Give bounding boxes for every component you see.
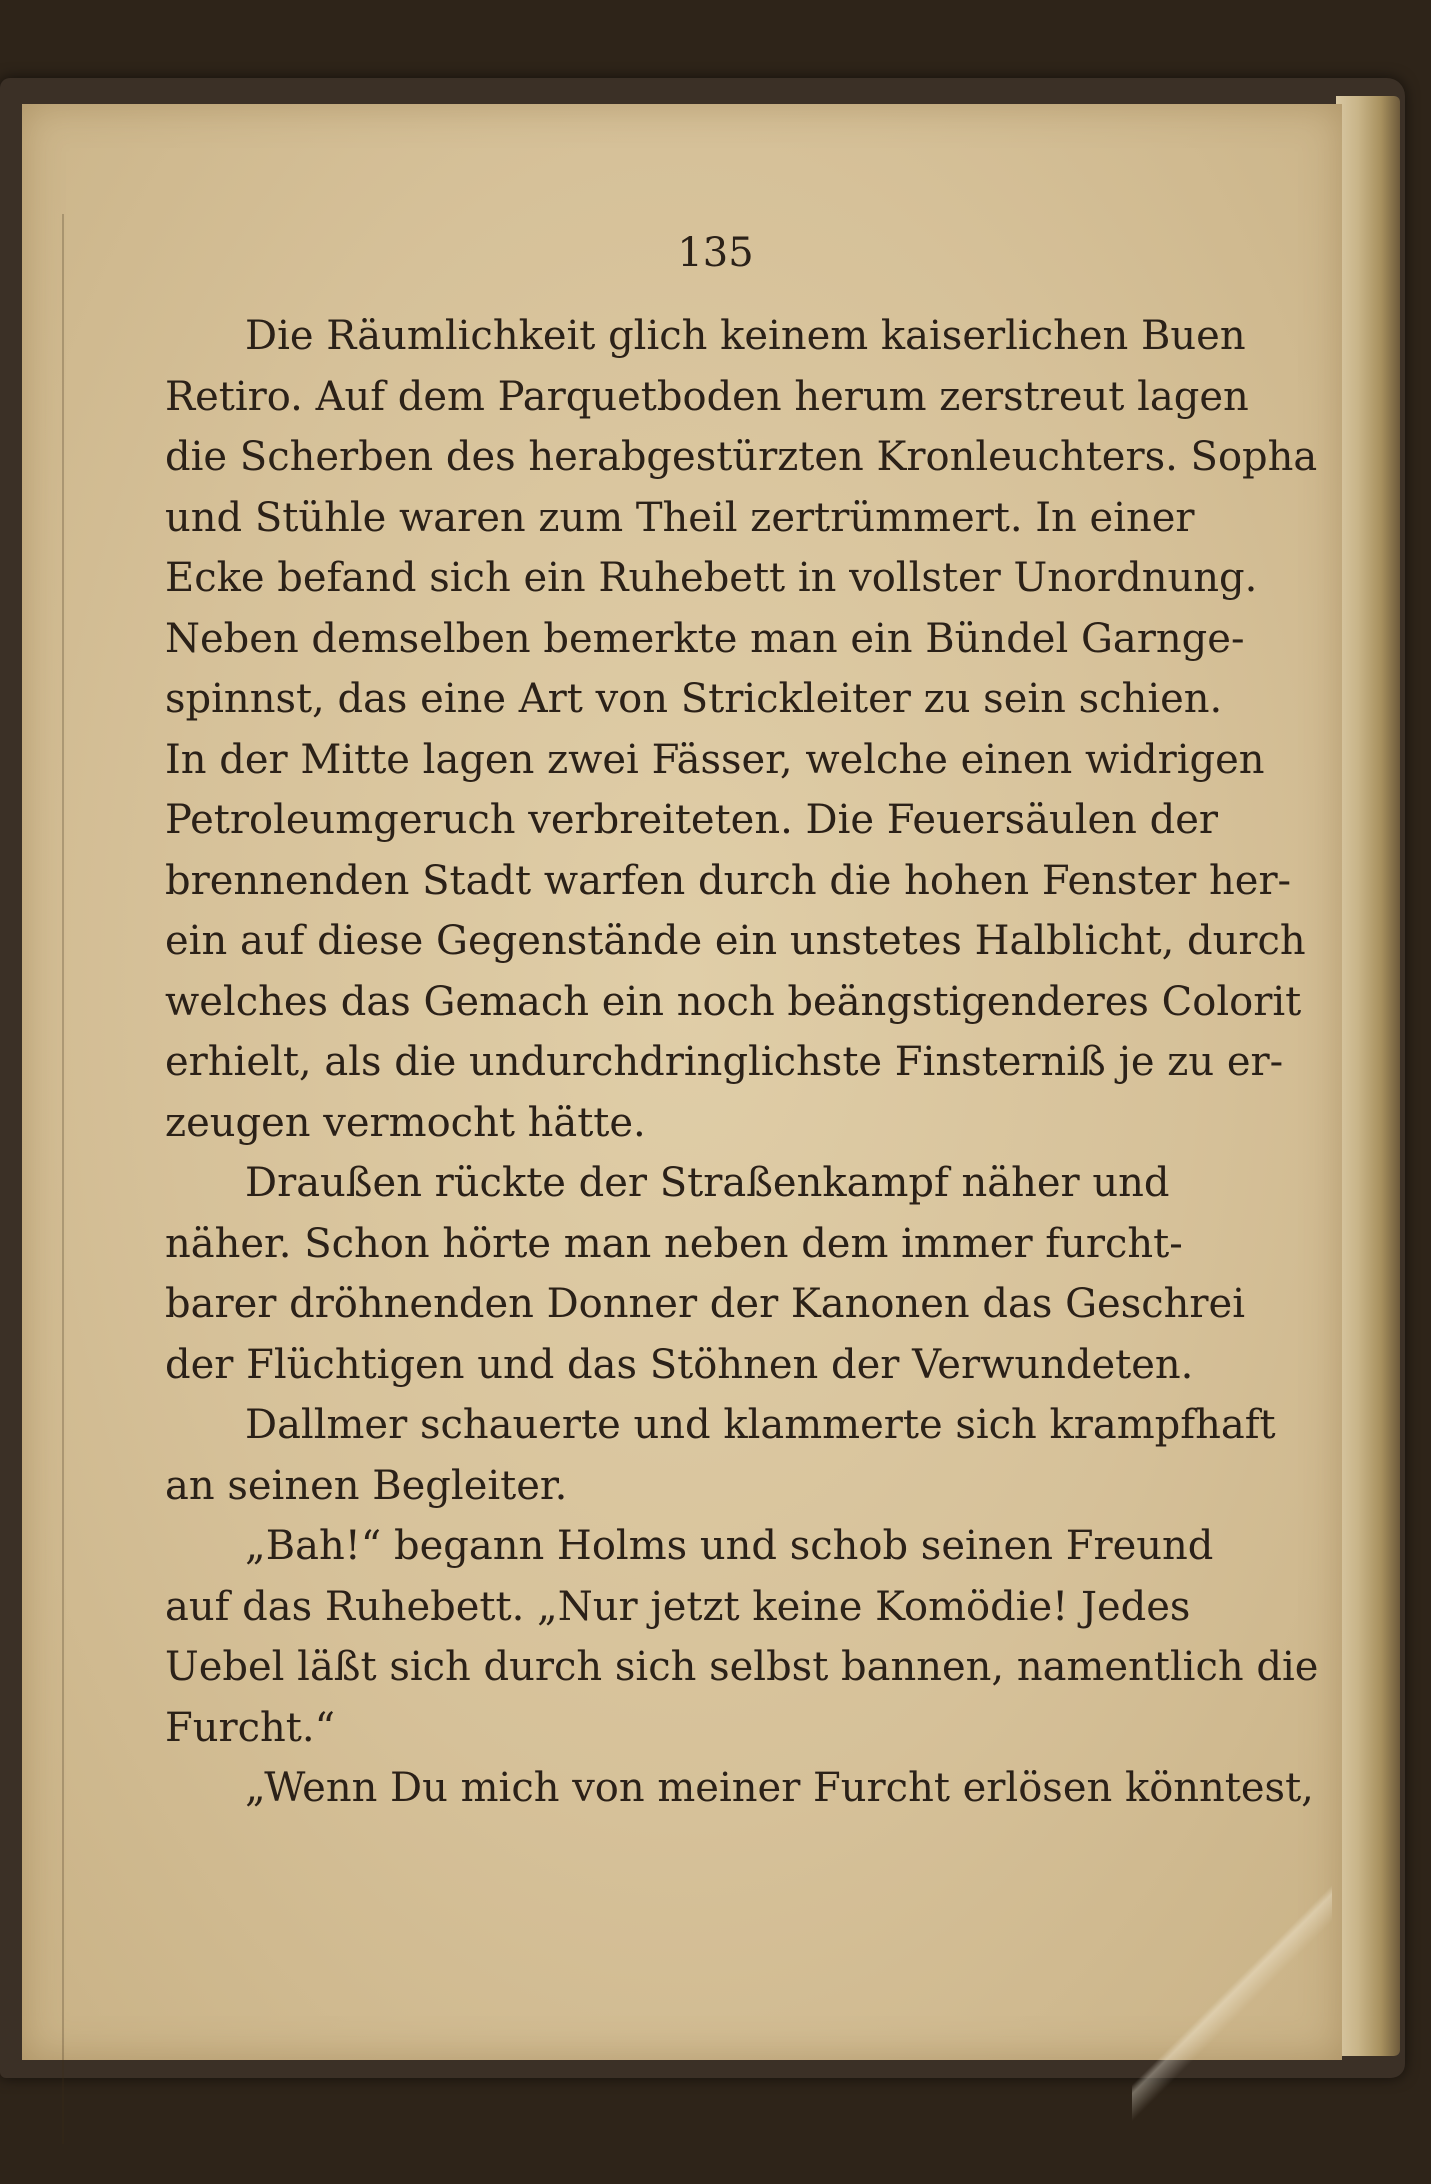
text-line: auf das Ruhebett. „Nur jetzt keine Komödie! Jedes [165, 1583, 1191, 1630]
text-line: zeugen vermocht hätte. [165, 1099, 646, 1146]
text-line: ein auf diese Gegenstände ein unstetes Halblicht, durch [165, 918, 1306, 964]
text-line: der Flüchtigen und das Stöhnen der Verwundeten. [165, 1341, 1194, 1388]
text-line: „Wenn Du mich von meiner Furcht erlösen könntest, [245, 1765, 1314, 1811]
text-line: Petroleumgeruch verbreiteten. Die Feuersäulen der [165, 797, 1219, 843]
text-line: welches das Gemach ein noch beängstigenderes Colorit [165, 978, 1302, 1025]
text-line: In der Mitte lagen zwei Fässer, welche einen widrigen [165, 736, 1265, 783]
text-line: Retiro. Auf dem Parquetboden herum zerstreut lagen [165, 373, 1249, 420]
text-line: brennenden Stadt warfen durch die hohen Fenster her- [165, 857, 1292, 904]
text-line: Draußen rückte der Straßenkampf näher und [245, 1160, 1170, 1206]
text-line: Ecke befand sich ein Ruhebett in vollster Unordnung. [165, 555, 1258, 601]
text-line: Die Räumlichkeit glich keinem kaiserlichen Buen [245, 313, 1246, 359]
page-fold-crease [1132, 1864, 1332, 2124]
page-edges [1336, 96, 1400, 2056]
text-line: „Bah!“ begann Holms und schob seinen Freund [245, 1523, 1214, 1569]
text-line: Furcht.“ [165, 1704, 336, 1751]
text-line: Uebel läßt sich durch sich selbst bannen, namentlich die [165, 1644, 1319, 1690]
text-line: barer dröhnenden Donner der Kanonen das Geschrei [165, 1281, 1245, 1327]
gutter [22, 214, 64, 2144]
text-line: und Stühle waren zum Theil zertrümmert. In einer [165, 494, 1195, 541]
text-line: näher. Schon hörte man neben dem immer furcht- [165, 1220, 1183, 1267]
text-line: Dallmer schauerte und klammerte sich krampfhaft [245, 1402, 1276, 1448]
text-line: spinnst, das eine Art von Strickleiter zu sein schien. [165, 676, 1223, 722]
text-line: an seinen Begleiter. [165, 1462, 568, 1509]
text-line: Neben demselben bemerkte man ein Bündel Garnge- [165, 615, 1245, 662]
body-text [165, 306, 1319, 1819]
text-line: die Scherben des herabgestürzten Kronleuchters. Sopha [165, 434, 1318, 480]
page-number: 135 [677, 230, 754, 276]
text-line: erhielt, als die undurchdringlichste Finsterniß je zu er- [165, 1039, 1284, 1085]
